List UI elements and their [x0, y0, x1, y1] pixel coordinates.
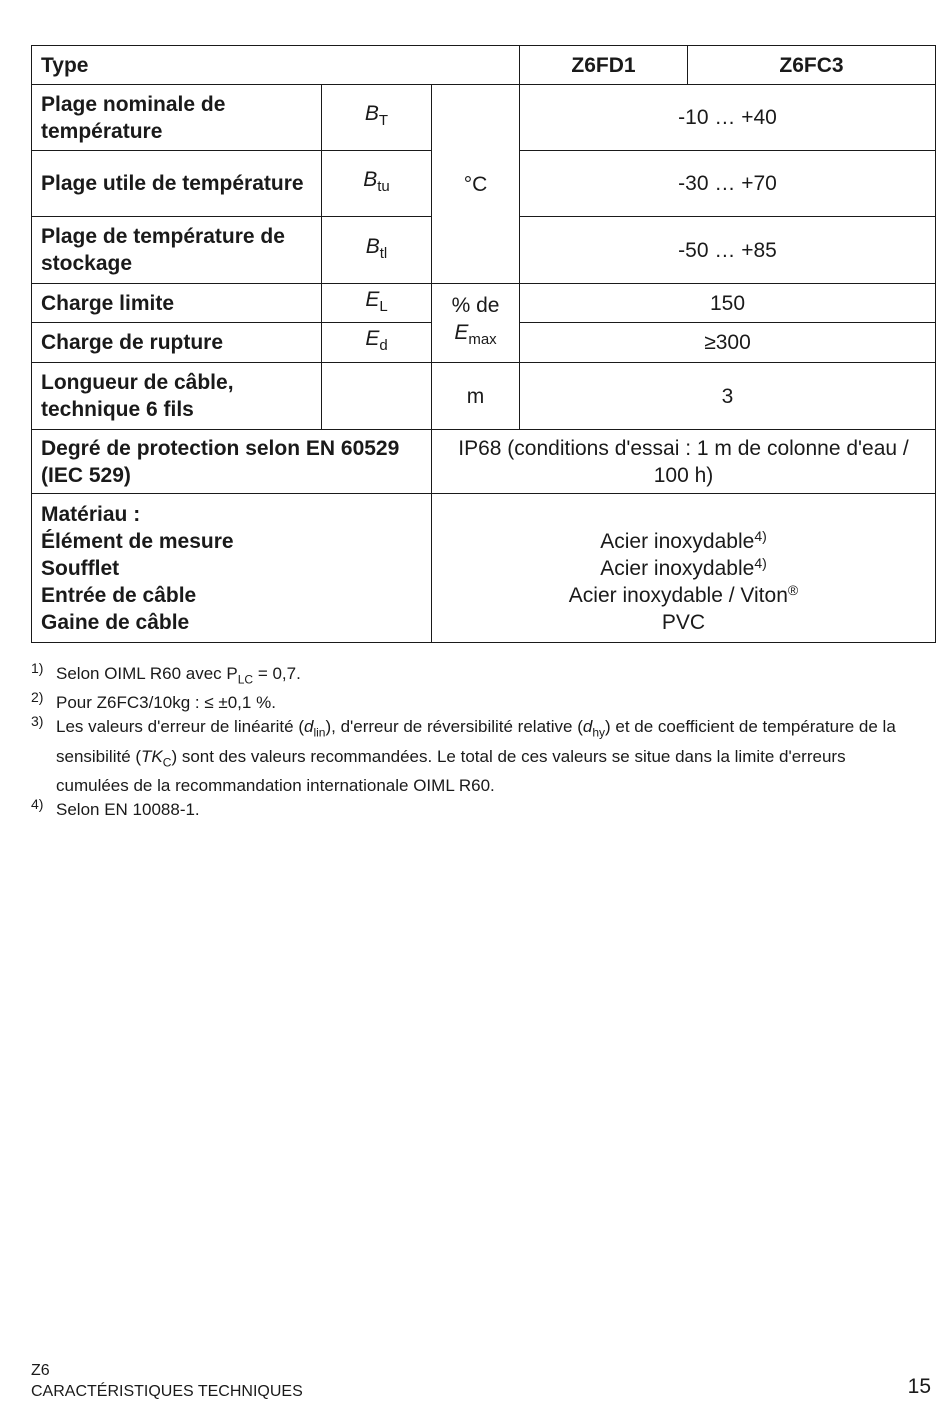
row-label: Plage utile de température	[32, 151, 322, 217]
material-item-value: Acier inoxydable / Viton®	[568, 581, 799, 607]
row-label: Longueur de câble, technique 6 fils	[32, 363, 322, 430]
footnotes	[31, 662, 911, 822]
symbol: $E_d$	[322, 323, 432, 363]
material-labels	[32, 494, 432, 643]
symbol: $B_{tl}$	[322, 217, 432, 284]
footer-section: CARACTÉRISTIQUES TECHNIQUES	[31, 1383, 303, 1400]
row-label: Plage nominale de température	[32, 85, 322, 151]
material-item-label: Entrée de câble	[41, 583, 197, 607]
table-row	[32, 363, 936, 430]
row-value: 150	[520, 284, 936, 323]
footnote: 2) Pour Z6FC3/10kg : ≤ ±0,1 %.	[31, 691, 911, 715]
row-label: Charge limite	[32, 284, 322, 323]
row-label: Degré de protection selon EN 60529 (IEC 529)	[32, 430, 432, 494]
specifications-table	[31, 45, 936, 643]
material-item-value: PVC	[661, 610, 706, 634]
page-number: 15	[907, 1375, 931, 1398]
row-value: -10 … +40	[520, 85, 936, 151]
table-row	[32, 284, 936, 323]
row-value: ≥300	[520, 323, 936, 363]
material-item-value: Acier inoxydable$^{4)}$	[600, 554, 767, 580]
table-row	[32, 430, 936, 494]
row-value: 3	[520, 363, 936, 430]
table-row	[32, 85, 936, 151]
symbol: $B_{tu}$	[322, 151, 432, 217]
footnote-marker: 2)	[31, 689, 44, 706]
row-label: Charge de rupture	[32, 323, 322, 363]
material-item-label: Élément de mesure	[41, 529, 234, 553]
page-footer	[31, 1360, 303, 1402]
cable-length-unit: m	[432, 363, 520, 430]
footnote: 3) Les valeurs d'erreur de linéarité $(d_{lin})$, d'erreur de réversibilité relative $(d_{hy})$ et de coefficient de température de la sensibilité $(TK_C)$ sont des valeurs recommandées. Le total de ces valeurs se situe dans la limite d'erreurs cumulées de la recommandation internationale OIML R60.	[31, 715, 911, 798]
footer-product: Z6	[31, 1362, 50, 1379]
row-value: IP68 (conditions d'essai : 1 m de colonne d'eau / 100 h)	[432, 430, 936, 494]
symbol: $E_L$	[322, 284, 432, 323]
row-label: Plage de température de stockage	[32, 217, 322, 284]
footnote-marker: 1)	[31, 660, 44, 676]
header-z6fd1: Z6FD1	[520, 46, 688, 85]
material-item-value: Acier inoxydable$^{4)}$	[600, 527, 767, 553]
row-value: -50 … +85	[520, 217, 936, 284]
load-unit: % de $E_{max}$	[432, 284, 520, 363]
material-row	[32, 494, 936, 643]
symbol-empty	[322, 363, 432, 430]
symbol: $B_T$	[322, 85, 432, 151]
footnote-marker: 3)	[31, 713, 44, 730]
row-value: -30 … +70	[520, 151, 936, 217]
header-z6fc3: Z6FC3	[688, 46, 936, 85]
table-header-row	[32, 46, 936, 85]
footnote: 4) Selon EN 10088-1.	[31, 798, 911, 822]
material-item-label: Gaine de câble	[41, 610, 190, 634]
footnote: 1) Selon OIML R60 avec $P_{LC} = 0,7$.	[31, 662, 911, 691]
temperature-unit: °C	[432, 85, 520, 284]
material-title: Matériau :	[41, 502, 141, 526]
material-values	[432, 494, 936, 643]
footnote-marker: 4)	[31, 796, 44, 813]
material-item-label: Soufflet	[41, 556, 120, 580]
header-type: Type	[32, 46, 520, 85]
